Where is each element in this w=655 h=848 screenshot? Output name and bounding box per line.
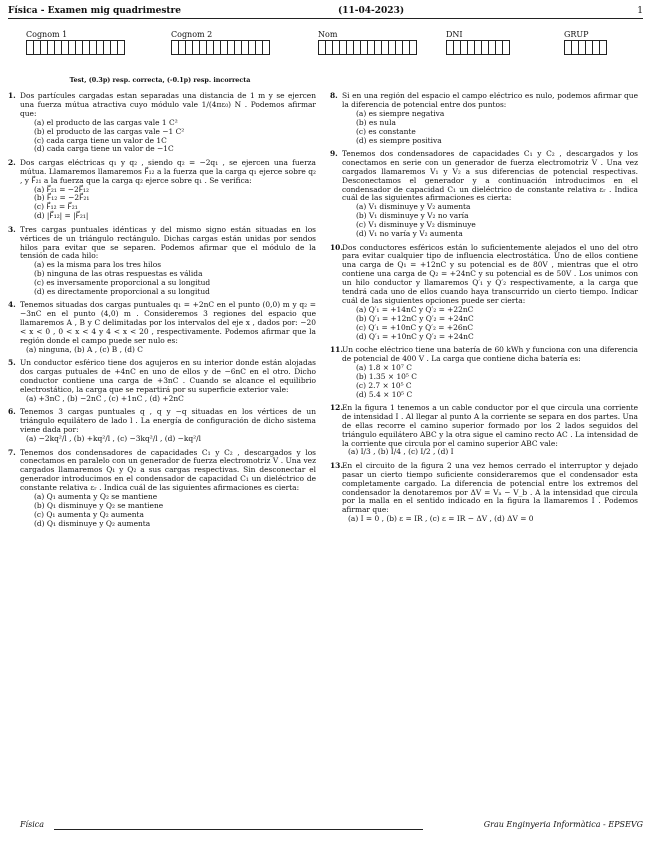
question-number: 2. (8, 157, 16, 167)
id-field-label: GRUP (564, 30, 589, 39)
question-number: 3. (8, 224, 16, 234)
id-box[interactable] (89, 40, 96, 55)
id-box[interactable] (171, 40, 178, 55)
id-box[interactable] (262, 40, 270, 55)
question-text: Tenemos situadas dos cargas puntuales q₁ = +2nC en el punto (0,0) m y q₂ = −3nC en el punto (4,0) m . Consideremos 3 regiones del espacio que llamaremos A , B y C delimitadas por los intervalos del eje x , dados por: −20 < x < 0 , 0 < x < 4 y 4 < x < 20 , respectivamente. Podemos afirmar que la región donde el campo puede ser nulo es: (20, 300, 316, 346)
question-number: 9. (330, 148, 338, 158)
question (8, 226, 316, 297)
answer-option[interactable]: (d) V₁ no varía y V₂ aumenta (356, 229, 463, 239)
answer-option[interactable]: (c) 2.7 × 10⁵ C (356, 380, 412, 390)
id-box[interactable] (206, 40, 213, 55)
id-box[interactable] (178, 40, 185, 55)
question (330, 346, 638, 399)
answer-option[interactable]: (c) F⃗₁₂ = F⃗₂₁ (34, 202, 78, 212)
header-rule (8, 18, 643, 19)
question (330, 462, 638, 524)
answer-option[interactable]: (c) cada carga tiene un valor de 1C (34, 135, 167, 145)
id-box[interactable] (488, 40, 495, 55)
id-box[interactable] (26, 40, 33, 55)
id-box[interactable] (474, 40, 481, 55)
answer-option[interactable]: (d) |F⃗₁₂| = |F⃗₂₁| (34, 211, 89, 221)
answer-options-inline[interactable]: (a) ninguna, (b) A , (c) B , (d) C (26, 344, 143, 354)
answer-option[interactable]: (d) es siempre positiva (356, 135, 442, 145)
id-box[interactable] (68, 40, 75, 55)
answer-option[interactable]: (d) cada carga tiene un valor de −1C (34, 144, 174, 154)
question-number: 6. (8, 407, 16, 417)
id-box[interactable] (220, 40, 227, 55)
question-text: Dos partícules cargadas estan separadas una distancia de 1 m y se ejercen una fuerza mútua atractiva cuyo módulo vale 1/(4πε₀) N . Podemos afirmar que: (20, 91, 316, 118)
id-box[interactable] (61, 40, 68, 55)
answer-option[interactable]: (b) Q′₁ = +12nC y Q′₂ = +24nC (356, 313, 474, 323)
question-number: 12. (330, 402, 343, 412)
question-text: Tenemos dos condensadores de capacidades C₁ y C₂ , descargados y los conectamos en serie con un generador de fuerza electromotriz V . Una vez cargados llamaremos V₁ y V₂ a sus diferencias de potencial respectivas. Desconectamos el generador y a continuación introducimos en el condensador de capacidad C₁ un dieléctrico de constante relativa εᵣ . Indica cuál de las siguientes afirmaciones es cierta: (342, 148, 638, 203)
answer-option[interactable]: (a) es la misma para los tres hilos (34, 260, 162, 270)
id-box[interactable] (388, 40, 395, 55)
id-box[interactable] (381, 40, 388, 55)
id-box[interactable] (353, 40, 360, 55)
id-box[interactable] (241, 40, 248, 55)
id-field-label: DNI (446, 30, 463, 39)
id-box[interactable] (467, 40, 474, 55)
id-box[interactable] (592, 40, 599, 55)
id-box[interactable] (446, 40, 453, 55)
answer-option[interactable]: (b) ninguna de las otras respuestas es válida (34, 269, 203, 279)
answer-option[interactable]: (a) Q′₁ = +14nC y Q′₂ = +22nC (356, 304, 474, 314)
id-box[interactable] (82, 40, 89, 55)
answer-option[interactable]: (b) Q₁ disminuye y Q₂ se mantiene (34, 500, 164, 510)
question-text: Un coche eléctrico tiene una batería de 60 kWh y funciona con una diferencia de potencial de 400 V . La carga que contiene dicha batería es: (342, 344, 638, 363)
id-boxes[interactable] (564, 40, 607, 55)
id-box[interactable] (495, 40, 502, 55)
answer-option[interactable]: (a) F⃗₂₁ = −2F⃗₁₂ (34, 184, 90, 194)
id-box[interactable] (213, 40, 220, 55)
id-box[interactable] (103, 40, 110, 55)
answer-option[interactable]: (c) Q₁ aumenta y Q₂ aumenta (34, 509, 144, 519)
id-box[interactable] (599, 40, 607, 55)
id-box[interactable] (395, 40, 402, 55)
question-number: 5. (8, 358, 16, 368)
id-box[interactable] (33, 40, 40, 55)
question (330, 404, 638, 457)
id-box[interactable] (585, 40, 592, 55)
answer-option[interactable]: (c) es constante (356, 126, 416, 136)
question-text: Tres cargas puntuales idénticas y del mismo signo están situadas en los vértices de un triángulo rectángulo. Dichas cargas están unidas por sendos hilos para evitar que se separen. Podemos afirmar que el módulo de la tensión de cada hilo: (20, 224, 316, 261)
question (8, 359, 316, 404)
id-box[interactable] (54, 40, 61, 55)
id-box[interactable] (402, 40, 409, 55)
question-text: Si en una región del espacio el campo eléctrico es nulo, podemos afirmar que la diferencia de potencial entre dos puntos: (342, 91, 638, 109)
id-field-label: Cognom 2 (171, 30, 213, 39)
id-box[interactable] (192, 40, 199, 55)
question-text: Dos cargas eléctricas q₁ y q₂ , siendo q₂ = −2q₁ , se ejercen una fuerza mútua. Llamaremos llamaremos F⃗₁₂ a la fuerza que la carga q₁ ejerce sobre q₂ , y F⃗₂₁ a la fuerza que la carga q₂ ejerce sobre q₁ . Se verifica: (20, 157, 316, 185)
answer-option[interactable]: (a) Q₁ aumenta y Q₂ se mantiene (34, 492, 158, 502)
id-field-label: Nom (318, 30, 338, 39)
question (330, 92, 638, 145)
id-box[interactable] (332, 40, 339, 55)
id-field-label: Cognom 1 (26, 30, 68, 39)
question-number: 8. (330, 91, 338, 100)
id-box[interactable] (564, 40, 571, 55)
answer-option[interactable]: (a) el producto de las cargas vale 1 C² (34, 117, 178, 127)
id-box[interactable] (248, 40, 255, 55)
id-box[interactable] (571, 40, 578, 55)
question-text: Tenemos dos condensadores de capacidades C₁ y C₂ , descargados y los conectamos en paralelo con un generador de fuerza electromotriz V . Una vez cargados llamaremos Q₁ y Q₂ a sus cargas respectivas. Sin desconectar el generador introducimos en el condensador de capacidad C₁ un dieléctrico de constante relativa εᵣ . Indica cuál de las siguientes afirmaciones es cierta: (20, 447, 316, 493)
question-text: En la figura 1 tenemos a un cable conductor por el que circula una corriente de intensidad I . Al llegar al punto A la corriente se separa en dos partes. Una de ellas recorre el camino superior formado por los 2 lados seguidos del triángulo equilátero ABC y la otra sigue el camino recto AC . La intensidad de la corriente que circula por el camino superior ABC vale: (342, 402, 638, 448)
question-number: 11. (330, 344, 343, 354)
id-field-dni[interactable] (446, 30, 510, 55)
id-field-grup[interactable] (564, 30, 607, 55)
answer-option[interactable]: (a) es siempre negativa (356, 108, 445, 118)
answer-option[interactable]: (c) V₁ disminuye y V₂ disminuye (356, 220, 476, 230)
answer-option[interactable]: (a) V₁ disminuye y V₂ aumenta (356, 202, 471, 212)
id-box[interactable] (578, 40, 585, 55)
question (330, 150, 638, 239)
question-number: 13. (330, 460, 343, 470)
id-box[interactable] (96, 40, 103, 55)
id-box[interactable] (502, 40, 510, 55)
answer-option[interactable]: (b) es nula (356, 117, 396, 127)
id-box[interactable] (339, 40, 346, 55)
left-column (8, 92, 316, 533)
answer-option[interactable]: (c) es inversamente proporcional a su longitud (34, 278, 211, 288)
id-box[interactable] (367, 40, 374, 55)
answer-options-inline[interactable]: (a) +3nC , (b) −2nC , (c) +1nC , (d) +2nC (26, 394, 184, 403)
answer-options-inline[interactable]: (a) I = 0 , (b) ε = IR , (c) ε = IR − ΔV , (d) ΔV = 0 (348, 514, 534, 524)
id-box[interactable] (409, 40, 417, 55)
answer-option[interactable]: (b) el producto de las cargas vale −1 C² (34, 126, 185, 136)
footer-rule (54, 829, 423, 830)
page-number: 1 (637, 6, 643, 16)
question-text: Dos conductores esféricos están lo suficientemente alejados el uno del otro para evitar cualquier tipo de influencia electrostática. Uno de ellos contiene una carga de Q₁ = +12nC y su potencial es de 80V , mientras que el otro contiene una carga de Q₂ = +24nC y su potencial es de 50V . Los unimos con un hilo conductor y llamaremos Q′₁ y Q′₂ respectivamente, a la carga que tendrá cada uno de ellos cuando haya transcurrido un cierto tiempo. Indicar cuál de las siguientes opciones puede ser cierta: (342, 242, 638, 305)
id-box[interactable] (199, 40, 206, 55)
answer-option[interactable]: (b) 1.35 × 10⁵ C (356, 371, 417, 381)
footer-left: Física (20, 820, 45, 829)
question-text: En el circuito de la figura 2 una vez hemos cerrado el interruptor y dejado pasar un cierto tiempo suficiente consideraremos que el condensador esta completamente cargado. La diferencia de potencial entre los extremos del condensador la denotaremos por ΔV = Vₐ − V_b . A la intensidad que circula por la malla en el sentido indicado en la figura la llamaremos I . Podemos afirmar que: (342, 460, 638, 515)
id-boxes[interactable] (26, 40, 125, 55)
question-text: Un conductor esférico tiene dos agujeros en su interior donde están alojadas dos cargas putuales de +4nC en uno de ellos y de −6nC en el otro. Dicho conductor contiene una carga de +3nC . Cuando se alcance el equilibrio electrostático, la carga que se repartirá por su superficie exterior vale: (20, 358, 316, 395)
question (8, 449, 316, 529)
id-field-cognom2[interactable] (171, 30, 270, 55)
answer-option[interactable]: (d) 5.4 × 10⁵ C (356, 389, 413, 399)
id-box[interactable] (40, 40, 47, 55)
right-column (330, 92, 638, 529)
question (8, 301, 316, 354)
footer-right: Grau Enginyeria Informàtica - EPSEVG (483, 820, 643, 829)
id-box[interactable] (110, 40, 117, 55)
question-number: 7. (8, 447, 16, 457)
question (8, 408, 316, 444)
id-boxes[interactable] (171, 40, 270, 55)
id-box[interactable] (460, 40, 467, 55)
answer-option[interactable]: (b) F⃗₁₂ = −2F⃗₂₁ (34, 193, 90, 203)
id-box[interactable] (453, 40, 460, 55)
id-box[interactable] (360, 40, 367, 55)
question (330, 244, 638, 342)
question (8, 92, 316, 154)
id-box[interactable] (346, 40, 353, 55)
answer-option[interactable]: (b) V₁ disminuye y V₂ no varía (356, 211, 469, 221)
id-box[interactable] (227, 40, 234, 55)
question-number: 10. (330, 242, 343, 252)
id-box[interactable] (75, 40, 82, 55)
page-footer (20, 820, 643, 832)
answer-option[interactable]: (a) 1.8 × 10⁷ C (356, 362, 412, 372)
id-box[interactable] (318, 40, 325, 55)
question-number: 1. (8, 91, 16, 100)
id-box[interactable] (374, 40, 381, 55)
id-box[interactable] (325, 40, 332, 55)
exam-date: (11-04-2023) (338, 6, 405, 16)
id-box[interactable] (47, 40, 54, 55)
id-boxes[interactable] (318, 40, 417, 55)
id-field-cognom1[interactable] (26, 30, 125, 55)
id-box[interactable] (185, 40, 192, 55)
id-box[interactable] (117, 40, 125, 55)
id-box[interactable] (255, 40, 262, 55)
student-id-row (26, 30, 643, 60)
id-box[interactable] (481, 40, 488, 55)
id-boxes[interactable] (446, 40, 510, 55)
question-number: 4. (8, 300, 16, 310)
exam-title: Física - Examen mig quadrimestre (8, 6, 182, 16)
answer-option[interactable]: (d) es directamente proporcional a su longitud (34, 287, 210, 297)
answer-options-inline[interactable]: (a) I/3 , (b) I/4 , (c) I/2 , (d) I (348, 447, 454, 457)
id-box[interactable] (234, 40, 241, 55)
question (8, 159, 316, 221)
answer-option[interactable]: (c) Q′₁ = +10nC y Q′₂ = +26nC (356, 322, 474, 332)
id-field-nom[interactable] (318, 30, 417, 55)
answer-option[interactable]: (d) Q′₁ = +10nC y Q′₂ = +24nC (356, 331, 474, 341)
answer-option[interactable]: (d) Q₁ disminuye y Q₂ aumenta (34, 518, 151, 528)
scoring-note: Test, (0.3p) resp. correcta, (-0.1p) resp. incorrecta (69, 76, 251, 84)
answer-options-inline[interactable]: (a) −2kq²/l , (b) +kq²/l , (c) −3kq²/l , (d) −kq²/l (26, 434, 201, 444)
question-text: Tenemos 3 cargas puntuales q , q y −q situadas en los vértices de un triángulo equilátero de lado l . La energía de configuración de dicho sistema viene dada por: (20, 407, 316, 435)
